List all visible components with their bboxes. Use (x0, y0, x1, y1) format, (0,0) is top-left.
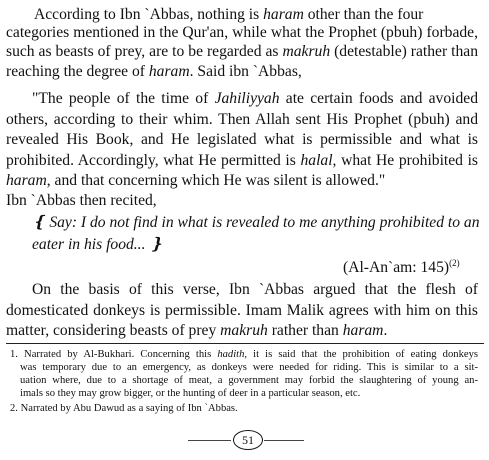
recited-line: Ibn `Abbas then recited, (6, 192, 157, 209)
text-run: 1. Narrated by Al-Bukhari. Concerning this (10, 349, 218, 360)
italic-term: makruh (282, 43, 331, 60)
text-run: On the basis of this verse, Ibn `Abbas argued that the flesh of (32, 281, 478, 298)
paragraph-2-line-3 (6, 321, 387, 340)
text-run: domesticated donkeys is permissible. Imam Malik agrees with him on this (6, 302, 478, 319)
footnote-1-line-3 (20, 374, 478, 387)
text-run: imals so they may grow bigger, or the hunting of deer in a particular season, etc. (20, 388, 361, 399)
footnote-2: 2. Narrated by Abu Dawud as a saying of Ibn `Abbas. (10, 403, 238, 414)
page-number: 51 (233, 430, 263, 450)
text-run: prohibited. Accordingly, what He permitted is (6, 152, 301, 169)
citation-text: (Al-An`am: 145) (343, 259, 450, 276)
text-run: According to Ibn `Abbas, nothing is (34, 6, 264, 23)
text-run: other than the four (303, 6, 424, 23)
text-run: such as beasts of prey, are to be regarded as (6, 43, 283, 60)
footnote-ref-2: (2) (449, 257, 460, 268)
italic-term: hadith (217, 349, 245, 360)
quote-paragraph-line-1 (32, 89, 478, 108)
italic-term: haram (6, 172, 47, 189)
paragraph-2-line-2 (6, 301, 478, 320)
ornament-line-left (188, 440, 231, 441)
verse-open-bracket: ❴ (32, 214, 46, 231)
verse-line-2 (32, 235, 163, 254)
text-run: . Said ibn `Abbas, (189, 63, 302, 80)
text-run: , it is said that the prohibition of eating donkeys (244, 349, 478, 360)
verse-text-1: Say: I do not find in what is revealed to me anything prohibited to an (49, 214, 480, 231)
text-run: rather than (267, 322, 343, 339)
text-run: . (383, 322, 388, 339)
text-run: uation where, due to a shortage of meat, a government may forbid the slaughtering of young an- (20, 375, 478, 386)
italic-term: halal (300, 152, 333, 169)
paragraph-1-line-2 (6, 23, 478, 42)
italic-term: haram (263, 6, 304, 23)
ornament-line-right (264, 440, 304, 441)
quote-paragraph-line-2 (6, 110, 478, 129)
text-run: ate certain foods and avoided (279, 90, 478, 107)
paragraph-2-line-1 (32, 280, 478, 299)
text-run: matter, considering beasts of prey (6, 322, 221, 339)
footnote-1-line-4 (20, 387, 360, 400)
paragraph-1-line-1 (34, 5, 423, 24)
text-run: others, according to their whim. Then Allah sent His Prophet (pbuh) and (6, 111, 478, 128)
text-run: (detestable) rather than (330, 43, 478, 60)
verse-citation (343, 258, 460, 277)
text-run: was temporary due to an emergency, as donkeys were needed for riding. This is similar to a sit- (20, 362, 478, 373)
footnote-1-line-2 (20, 361, 478, 374)
quote-paragraph-line-4 (6, 151, 478, 170)
italic-term: makruh (220, 322, 268, 339)
footnote-1-line-1 (10, 348, 478, 361)
paragraph-1-line-4 (6, 62, 302, 81)
italic-term: haram (342, 322, 384, 339)
italic-term: haram (148, 63, 190, 80)
verse-text-2: eater in his food... (32, 236, 146, 253)
page-number-ornament (188, 428, 304, 452)
footnote-divider (6, 343, 484, 344)
verse-line-1 (32, 213, 480, 232)
text-run: "The people of the time of (32, 90, 215, 107)
italic-term: Jahiliyyah (214, 90, 280, 107)
text-run: , what He prohibited is (332, 152, 479, 169)
quote-paragraph-line-3 (6, 130, 478, 149)
verse-close-bracket: ❵ (149, 236, 163, 253)
quote-paragraph-line-5 (6, 171, 385, 190)
text-run: , and that concerning which He was silent is allowed." (46, 172, 386, 189)
text-run: reaching the degree of (6, 63, 149, 80)
text-run: categories mentioned in the Qur'an, while what the Prophet (pbuh) forbade, (6, 24, 478, 41)
paragraph-1-line-3 (6, 42, 478, 61)
text-run: revealed His Book, and He legislated what is permissible and what is (6, 131, 478, 148)
